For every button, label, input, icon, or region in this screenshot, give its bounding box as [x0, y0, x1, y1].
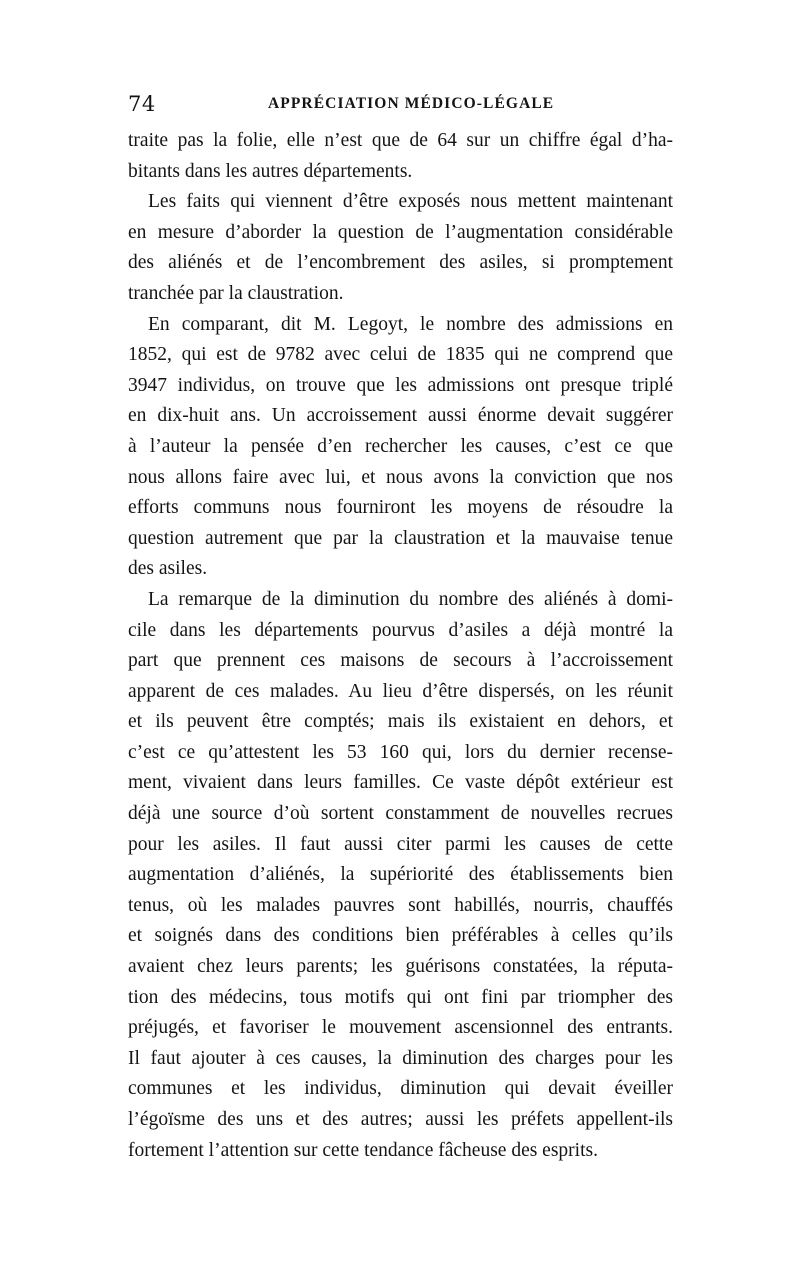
paragraph-first-line: Les faits qui viennent d’être exposés nous mettent maintenant: [148, 191, 673, 213]
text-line: nous allons faire avec lui, et nous avons la conviction que nos: [128, 466, 673, 488]
text-line: en dix-huit ans. Un accroissement aussi énorme devait suggérer: [128, 405, 673, 427]
body-text: [128, 126, 673, 1166]
paragraph-first-line: La remarque de la diminution du nombre des aliénés à domi-: [148, 588, 673, 610]
paragraph-first-line: En comparant, dit M. Legoyt, le nombre des admissions en: [148, 313, 673, 335]
text-line: l’égoïsme des uns et des autres; aussi les préfets appellent-ils: [128, 1109, 673, 1130]
text-line: c’est ce qu’attestent les 53 160 qui, lors du dernier recense-: [128, 741, 673, 763]
text-line: question autrement que par la claustration et la mauvaise tenue: [128, 527, 673, 549]
text-line: tenus, où les malades pauvres sont habillés, nourris, chauffés: [128, 894, 673, 916]
text-line: augmentation d’aliénés, la supériorité des établissements bien: [128, 864, 673, 886]
text-line: avaient chez leurs parents; les guérisons constatées, la réputa-: [128, 956, 673, 978]
text-line: bitants dans les autres départements.: [128, 160, 413, 182]
text-line: efforts communs nous fourniront les moyens de résoudre la: [128, 497, 673, 519]
text-line: en mesure d’aborder la question de l’augmentation considérable: [128, 221, 673, 243]
text-line: et ils peuvent être comptés; mais ils existaient en dehors, et: [128, 711, 673, 733]
text-line: fortement l’attention sur cette tendance fâcheuse des esprits.: [128, 1139, 598, 1161]
text-line: des aliénés et de l’encombrement des asiles, si promptement: [128, 252, 673, 274]
text-line: apparent de ces malades. Au lieu d’être dispersés, on les réunit: [128, 680, 673, 702]
text-line: tranchée par la claustration.: [128, 282, 344, 304]
text-line: cile dans les départements pourvus d’asiles a déjà montré la: [128, 619, 673, 641]
text-line: ment, vivaient dans leurs familles. Ce vaste dépôt extérieur est: [128, 772, 673, 794]
text-line: traite pas la folie, elle n’est que de 64 sur un chiffre égal d’ha-: [128, 130, 673, 151]
running-head: [128, 92, 673, 116]
text-line: à l’auteur la pensée d’en rechercher les causes, c’est ce que: [128, 435, 673, 457]
text-line: 1852, qui est de 9782 avec celui de 1835 qui ne comprend que: [128, 344, 673, 366]
text-line: pour les asiles. Il faut aussi citer parmi les causes de cette: [128, 833, 673, 855]
text-line: préjugés, et favoriser le mouvement ascensionnel des entrants.: [128, 1017, 673, 1039]
page-number: 74: [128, 92, 156, 116]
running-title: APPRÉCIATION MÉDICO-LÉGALE: [268, 95, 555, 112]
text-line: Il faut ajouter à ces causes, la diminution des charges pour les: [128, 1047, 673, 1069]
text-line: tion des médecins, tous motifs qui ont fini par triompher des: [128, 986, 673, 1008]
text-line: part que prennent ces maisons de secours à l’accroissement: [128, 650, 673, 672]
text-line: et soignés dans des conditions bien préférables à celles qu’ils: [128, 925, 673, 947]
text-line: des asiles.: [128, 558, 208, 580]
text-line: 3947 individus, on trouve que les admissions ont presque triplé: [128, 374, 673, 396]
text-line: communes et les individus, diminution qui devait éveiller: [128, 1078, 673, 1100]
text-line: déjà une source d’où sortent constamment de nouvelles recrues: [128, 803, 673, 825]
